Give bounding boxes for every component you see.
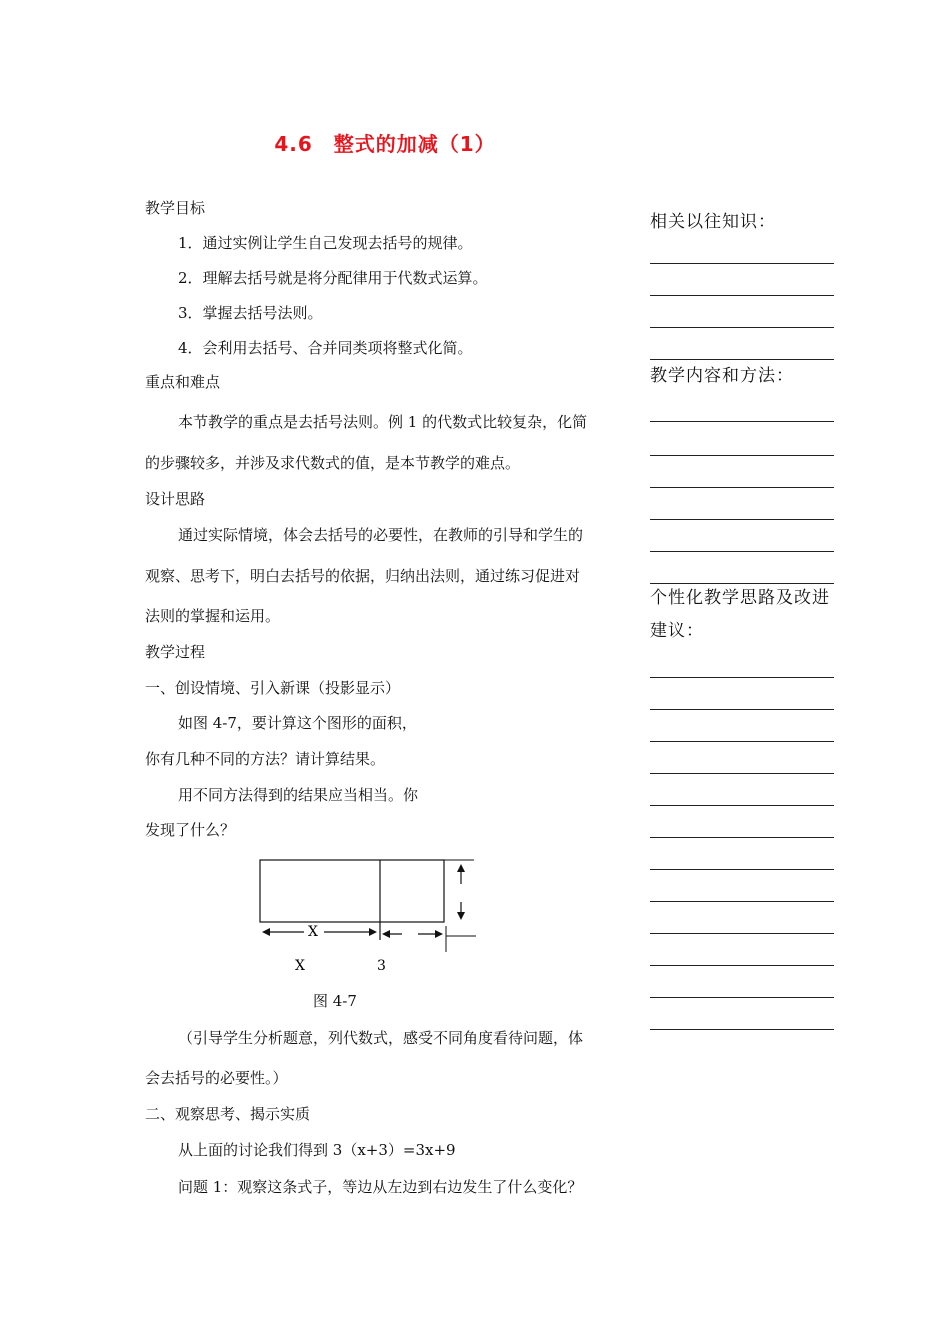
sidebar-personal-title: 个性化教学思路及改进 [650, 588, 830, 608]
writing-line [650, 295, 834, 296]
writing-line [650, 741, 834, 742]
section2-line: 问题 1：观察这条式子，等边从左边到右边发生了什么变化？ [178, 1178, 583, 1196]
guide-line: 会去括号的必要性。） [145, 1069, 288, 1087]
guide-line: （引导学生分析题意，列代数式，感受不同角度看待问题，体 [178, 1029, 584, 1047]
figure-label-x-inner: X [308, 924, 318, 940]
goal-item: 2．理解去括号就是将分配律用于代数式运算。 [178, 269, 488, 287]
design-line: 观察、思考下，明白去括号的依据，归纳出法则，通过练习促进对 [145, 567, 581, 585]
writing-line [650, 677, 834, 678]
sidebar-content-method: 教学内容和方法： [650, 366, 794, 386]
section2-line: 从上面的讨论我们得到 3（x+3）=3x+9 [178, 1141, 456, 1159]
section1-line: 你有几种不同的方法？请计算结果。 [145, 750, 386, 768]
writing-line [650, 709, 834, 710]
writing-line [650, 455, 834, 456]
writing-line [650, 805, 834, 806]
design-line: 法则的掌握和运用。 [145, 607, 281, 625]
keypoints-line: 的步骤较多，并涉及求代数式的值，是本节教学的难点。 [145, 454, 521, 472]
figure-label-3: 3 [377, 958, 386, 974]
writing-line [650, 583, 834, 584]
writing-line [650, 421, 834, 422]
writing-line [650, 263, 834, 264]
writing-line [650, 933, 834, 934]
writing-line [650, 487, 834, 488]
page-title: 4.6 整式的加减（1） [274, 132, 496, 156]
goal-item: 1．通过实例让学生自己发现去括号的规律。 [178, 234, 473, 252]
section1-heading: 一、创设情境、引入新课（投影显示） [145, 679, 401, 697]
sidebar-prior-knowledge: 相关以往知识： [650, 212, 776, 232]
writing-line [650, 997, 834, 998]
writing-line [650, 551, 834, 552]
writing-line [650, 837, 834, 838]
figure-4-7 [250, 852, 490, 982]
section1-line: 用不同方法得到的结果应当相当。你 [178, 786, 419, 804]
goal-item: 3．掌握去括号法则。 [178, 304, 323, 322]
writing-line [650, 869, 834, 870]
writing-line [650, 359, 834, 360]
keypoints-line: 本节教学的重点是去括号法则。例 1 的代数式比较复杂，化简 [178, 413, 588, 431]
design-heading: 设计思路 [145, 490, 206, 508]
writing-line [650, 327, 834, 328]
goal-item: 4．会利用去括号、合并同类项将整式化简。 [178, 339, 473, 357]
section1-line: 发现了什么？ [145, 821, 236, 839]
section2-heading: 二、观察思考、揭示实质 [145, 1105, 311, 1123]
goals-heading: 教学目标 [145, 199, 206, 217]
sidebar-personal-title-cont: 建议： [650, 621, 704, 641]
writing-line [650, 1029, 834, 1030]
design-line: 通过实际情境，体会去括号的必要性，在教师的引导和学生的 [178, 526, 584, 544]
figure-label-x: X [295, 958, 305, 974]
figure-rectangle [260, 860, 444, 922]
keypoints-heading: 重点和难点 [145, 373, 221, 391]
writing-line [650, 773, 834, 774]
writing-line [650, 519, 834, 520]
writing-line [650, 965, 834, 966]
section1-line: 如图 4-7，要计算这个图形的面积， [178, 714, 417, 732]
process-heading: 教学过程 [145, 643, 206, 661]
figure-caption: 图 4-7 [313, 992, 357, 1010]
writing-line [650, 901, 834, 902]
